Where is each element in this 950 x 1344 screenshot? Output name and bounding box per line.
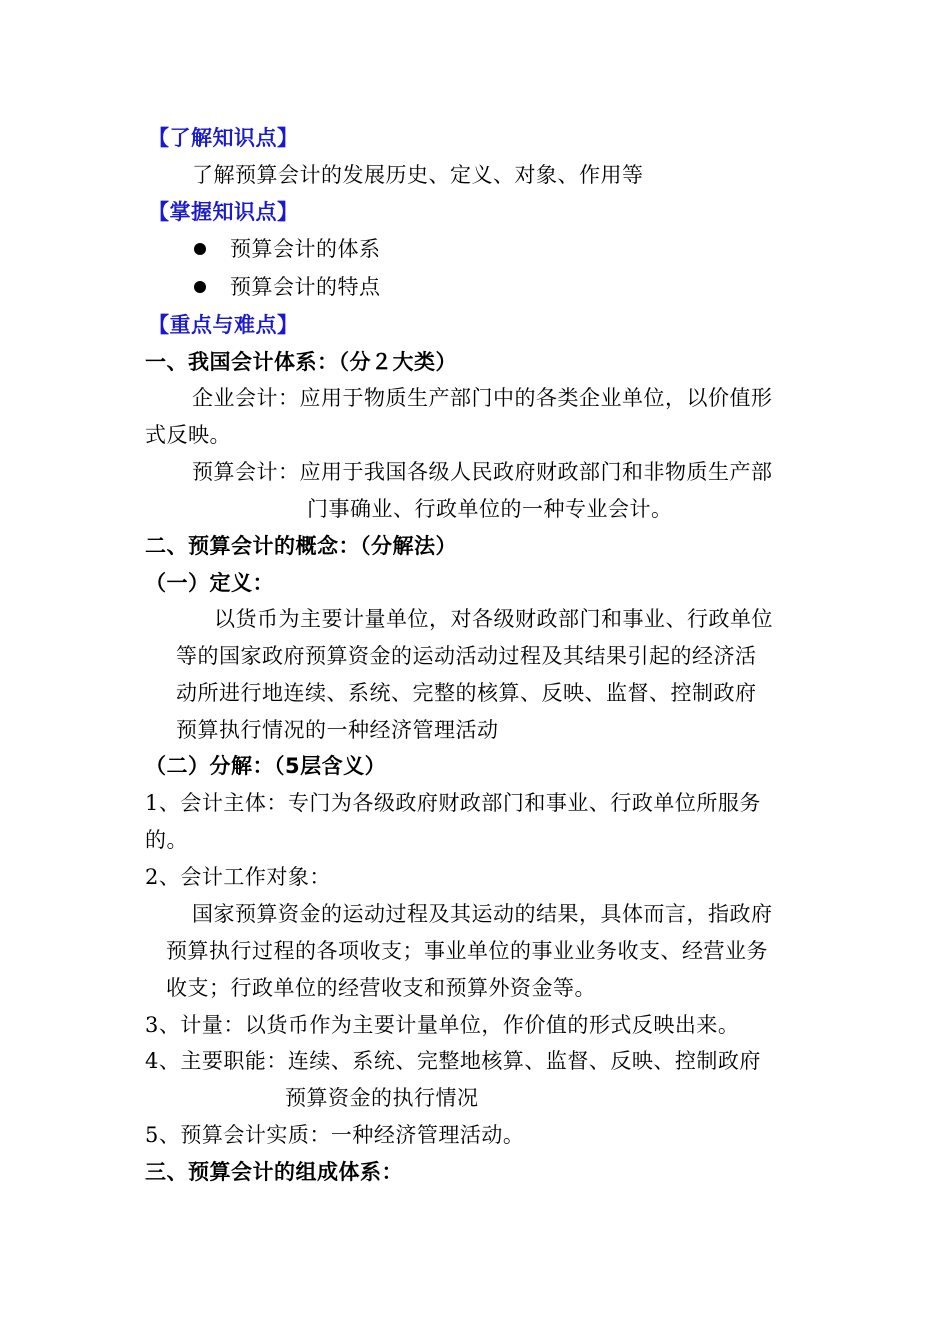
item2-line-1: 国家预算资金的运动过程及其运动的结果，具体而言，指政府 (192, 902, 773, 926)
part1-title: 一、我国会计体系：（分２大类） (145, 350, 457, 374)
bullet-icon (194, 281, 206, 293)
part1-budget-line-2: 门事确业、行政单位的一种专业会计。 (307, 497, 673, 521)
definition-line-2: 等的国家政府预算资金的运动活动过程及其结果引起的经济活 (176, 644, 757, 668)
part3-title: 三、预算会计的组成体系： (145, 1160, 403, 1184)
item2-line-2: 预算执行过程的各项收支；事业单位的事业业务收支、经营业务 (166, 939, 768, 963)
item1-line-2: 的。 (145, 828, 188, 852)
definition-line-1: 以货币为主要计量单位，对各级财政部门和事业、行政单位 (214, 607, 773, 631)
understand-heading: 【了解知识点】 (148, 126, 299, 150)
item4-line-1: 4、主要职能：连续、系统、完整地核算、监督、反映、控制政府 (145, 1049, 761, 1073)
understand-text: 了解预算会计的发展历史、定义、对象、作用等 (192, 163, 644, 187)
item1-line-1: 1、会计主体：专门为各级政府财政部门和事业、行政单位所服务 (145, 791, 761, 815)
master-bullet-1: 预算会计的体系 (230, 237, 381, 261)
decomposition-title: （二）分解：（5层含义） (145, 754, 387, 778)
master-bullet-2: 预算会计的特点 (230, 275, 381, 299)
part1-enterprise-line-2: 式反映。 (145, 423, 231, 447)
item4-line-2: 预算资金的执行情况 (285, 1086, 479, 1110)
item2-line-3: 收支；行政单位的经营收支和预算外资金等。 (166, 976, 596, 1000)
item3-line: 3、计量：以货币作为主要计量单位，作价值的形式反映出来。 (145, 1013, 740, 1037)
definition-line-3: 动所进行地连续、系统、完整的核算、反映、监督、控制政府 (176, 681, 757, 705)
item5-line: 5、预算会计实质：一种经济管理活动。 (145, 1123, 525, 1147)
bullet-icon (194, 243, 206, 255)
item2-title: 2、会计工作对象： (145, 865, 331, 889)
key-heading: 【重点与难点】 (148, 313, 299, 337)
master-heading: 【掌握知识点】 (148, 200, 299, 224)
part2-title: 二、预算会计的概念：（分解法） (145, 534, 457, 558)
definition-line-4: 预算执行情况的一种经济管理活动 (176, 718, 499, 742)
part1-budget-line-1: 预算会计：应用于我国各级人民政府财政部门和非物质生产部 (192, 460, 773, 484)
part1-enterprise-line-1: 企业会计：应用于物质生产部门中的各类企业单位，以价值形 (192, 386, 773, 410)
definition-title: （一）定义： (145, 571, 274, 595)
